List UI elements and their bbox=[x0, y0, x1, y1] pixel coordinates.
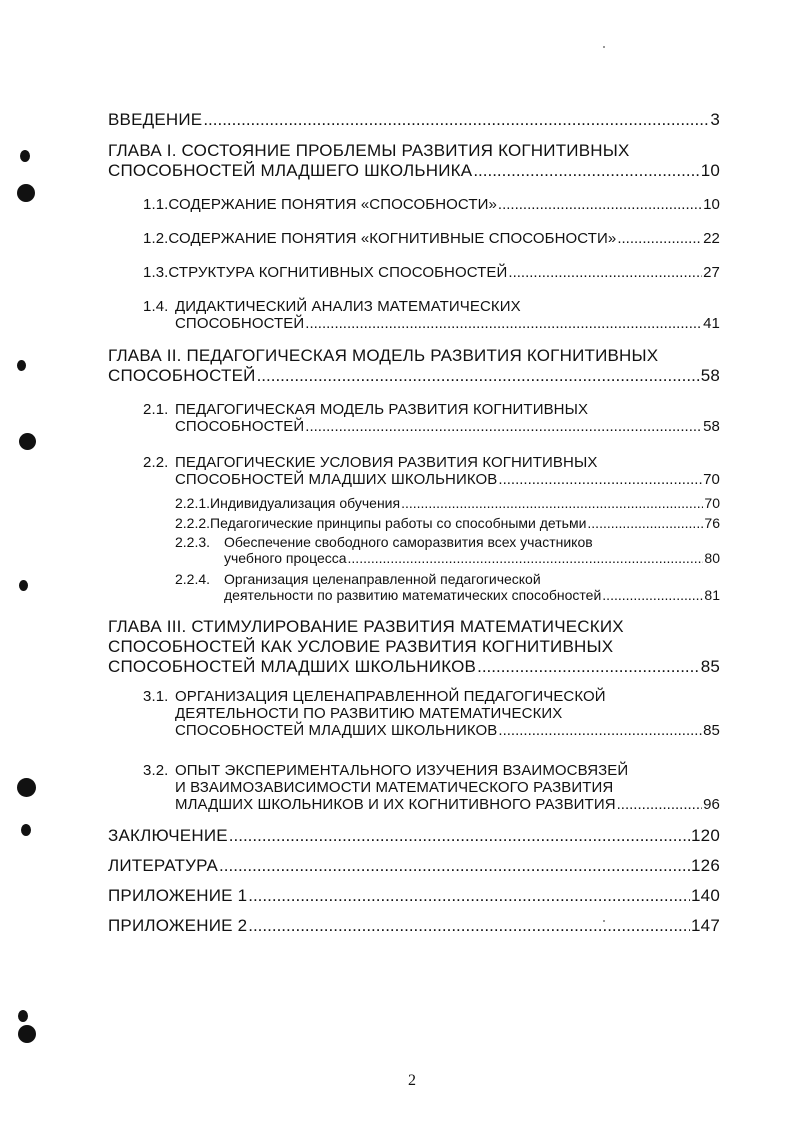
punch-hole bbox=[20, 150, 30, 162]
toc-entry-title-line2: учебного процесса bbox=[224, 550, 347, 566]
toc-entry-introduction[interactable] bbox=[108, 110, 720, 130]
punch-hole bbox=[17, 778, 36, 797]
toc-entry-title-line1: Обеспечение свободного саморазвития всех участников bbox=[224, 534, 593, 550]
toc-entry-conclusion[interactable] bbox=[108, 826, 720, 846]
punch-hole bbox=[19, 433, 36, 450]
toc-entry-page: 80 bbox=[704, 550, 720, 566]
toc-entry-section-3-2[interactable] bbox=[143, 762, 720, 813]
toc-entry-page: 126 bbox=[691, 856, 720, 875]
toc-entry-title: СОДЕРЖАНИЕ ПОНЯТИЯ «СПОСОБНОСТИ» bbox=[168, 196, 497, 213]
toc-entry-title-line2: СПОСОБНОСТЕЙ bbox=[108, 366, 256, 385]
toc-entry-title-line1: ДИДАКТИЧЕСКИЙ АНАЛИЗ МАТЕМАТИЧЕСКИХ bbox=[175, 298, 521, 315]
toc-entry-title: ВВЕДЕНИЕ bbox=[108, 110, 203, 129]
toc-entry-title-line2: ДЕЯТЕЛЬНОСТИ ПО РАЗВИТИЮ МАТЕМАТИЧЕСКИХ bbox=[175, 705, 563, 722]
toc-entry-appendix-2[interactable] bbox=[108, 916, 720, 936]
toc-entry-title-line3: СПОСОБНОСТЕЙ МЛАДШИХ ШКОЛЬНИКОВ bbox=[175, 722, 498, 739]
toc-entry-section-1-2[interactable] bbox=[143, 230, 720, 247]
punch-hole bbox=[18, 1025, 36, 1043]
toc-entry-number: 3.2. bbox=[143, 762, 169, 779]
toc-entry-title-line2: И ВЗАИМОЗАВИСИМОСТИ МАТЕМАТИЧЕСКОГО РАЗВИТИЯ bbox=[175, 779, 614, 796]
toc-entry-subsection-2-2-1[interactable] bbox=[175, 495, 720, 511]
toc-entry-chapter-2[interactable] bbox=[108, 346, 720, 386]
toc-entry-page: 81 bbox=[704, 587, 720, 603]
toc-entry-appendix-1[interactable] bbox=[108, 886, 720, 906]
toc-entry-subsection-2-2-2[interactable] bbox=[175, 515, 720, 531]
toc-entry-section-2-2[interactable] bbox=[143, 454, 720, 488]
toc-entry-title-line2: СПОСОБНОСТЕЙ МЛАДШИХ ШКОЛЬНИКОВ bbox=[175, 471, 498, 488]
toc-entry-page: 120 bbox=[691, 826, 720, 845]
toc-entry-chapter-1[interactable] bbox=[108, 141, 720, 181]
toc-entry-title-line2: СПОСОБНОСТЕЙ КАК УСЛОВИЕ РАЗВИТИЯ КОГНИТИВНЫХ bbox=[108, 637, 614, 656]
toc-entry-title-line1: ГЛАВА II. ПЕДАГОГИЧЕСКАЯ МОДЕЛЬ РАЗВИТИЯ КОГНИТИВНЫХ bbox=[108, 346, 659, 365]
toc-entry-section-1-1[interactable] bbox=[143, 196, 720, 213]
toc-entry-title-line1: ОРГАНИЗАЦИЯ ЦЕЛЕНАПРАВЛЕННОЙ ПЕДАГОГИЧЕСКОЙ bbox=[175, 688, 606, 705]
toc-entry-section-2-1[interactable] bbox=[143, 401, 720, 435]
toc-entry-subsection-2-2-3[interactable] bbox=[175, 534, 720, 566]
toc-entry-title: Педагогические принципы работы со способными детьми bbox=[210, 515, 587, 531]
toc-entry-title-line2: СПОСОБНОСТЕЙ bbox=[175, 418, 305, 435]
toc-entry-page: 22 bbox=[703, 230, 720, 247]
toc-entry-chapter-3[interactable] bbox=[108, 617, 720, 677]
toc-entry-section-1-4[interactable] bbox=[143, 298, 720, 332]
punch-hole bbox=[21, 824, 31, 836]
toc-entry-page: 58 bbox=[703, 418, 720, 435]
toc-entry-page: 70 bbox=[704, 495, 720, 511]
toc-entry-title: ЗАКЛЮЧЕНИЕ bbox=[108, 826, 228, 845]
toc-entry-title: СТРУКТУРА КОГНИТИВНЫХ СПОСОБНОСТЕЙ bbox=[168, 264, 508, 281]
toc-entry-section-3-1[interactable] bbox=[143, 688, 720, 739]
punch-hole bbox=[19, 580, 28, 591]
toc-entry-page: 96 bbox=[703, 796, 720, 813]
toc-entry-number: 1.4. bbox=[143, 298, 169, 315]
toc-entry-title-line1: ОПЫТ ЭКСПЕРИМЕНТАЛЬНОГО ИЗУЧЕНИЯ ВЗАИМОСВЯЗЕЙ bbox=[175, 762, 629, 779]
toc-entry-title-line1: ГЛАВА III. СТИМУЛИРОВАНИЕ РАЗВИТИЯ МАТЕМАТИЧЕСКИХ bbox=[108, 617, 624, 636]
toc-entry-page: 85 bbox=[703, 722, 720, 739]
toc-entry-title: Индивидуализация обучения bbox=[210, 495, 401, 511]
toc-entry-page: 27 bbox=[703, 264, 720, 281]
toc-entry-number: 2.2.1. bbox=[175, 495, 211, 511]
toc-entry-title-line2: СПОСОБНОСТЕЙ bbox=[175, 315, 305, 332]
punch-hole bbox=[18, 1010, 28, 1022]
toc-entry-title: ПРИЛОЖЕНИЕ 1 bbox=[108, 886, 248, 905]
toc-entry-page: 58 bbox=[700, 366, 720, 385]
toc-entry-number: 2.2.4. bbox=[175, 571, 211, 587]
toc-entry-page: 10 bbox=[700, 161, 720, 180]
toc-entry-number: 1.2. bbox=[143, 230, 169, 247]
toc-entry-title-line3: МЛАДШИХ ШКОЛЬНИКОВ И ИХ КОГНИТИВНОГО РАЗВИТИЯ bbox=[175, 796, 616, 813]
toc-entry-section-1-3[interactable] bbox=[143, 264, 720, 281]
toc-entry-title: СОДЕРЖАНИЕ ПОНЯТИЯ «КОГНИТИВНЫЕ СПОСОБНОСТИ» bbox=[168, 230, 617, 247]
punch-hole bbox=[17, 184, 35, 202]
toc-entry-page: 41 bbox=[703, 315, 720, 332]
page-number: 2 bbox=[408, 1072, 416, 1089]
toc-entry-number: 1.1. bbox=[143, 196, 169, 213]
toc-entry-number: 2.2.2. bbox=[175, 515, 211, 531]
scan-speck bbox=[603, 46, 605, 48]
toc-entry-number: 2.2.3. bbox=[175, 534, 211, 550]
toc-entry-page: 10 bbox=[703, 196, 720, 213]
punch-hole bbox=[17, 360, 26, 371]
toc-entry-subsection-2-2-4[interactable] bbox=[175, 571, 720, 603]
toc-entry-page: 76 bbox=[704, 515, 720, 531]
toc-entry-title-line1: ПЕДАГОГИЧЕСКИЕ УСЛОВИЯ РАЗВИТИЯ КОГНИТИВНЫХ bbox=[175, 454, 598, 471]
toc-entry-number: 2.2. bbox=[143, 454, 169, 471]
toc-entry-title: ПРИЛОЖЕНИЕ 2 bbox=[108, 916, 248, 935]
toc-entry-number: 1.3. bbox=[143, 264, 169, 281]
toc-entry-page: 140 bbox=[691, 886, 720, 905]
toc-entry-title-line1: Организация целенаправленной педагогической bbox=[224, 571, 541, 587]
toc-entry-page: 3 bbox=[710, 110, 720, 129]
toc-entry-page: 70 bbox=[703, 471, 720, 488]
toc-entry-title: ЛИТЕРАТУРА bbox=[108, 856, 219, 875]
toc-entry-title-line1: ГЛАВА I. СОСТОЯНИЕ ПРОБЛЕМЫ РАЗВИТИЯ КОГНИТИВНЫХ bbox=[108, 141, 630, 160]
toc-entry-number: 3.1. bbox=[143, 688, 169, 705]
toc-entry-page: 147 bbox=[691, 916, 720, 935]
toc-entry-page: 85 bbox=[700, 657, 720, 676]
toc-entry-literature[interactable] bbox=[108, 856, 720, 876]
toc-entry-title-line2: СПОСОБНОСТЕЙ МЛАДШЕГО ШКОЛЬНИКА bbox=[108, 161, 473, 180]
toc-entry-title-line2: деятельности по развитию математических способностей bbox=[224, 587, 602, 603]
toc-entry-title-line1: ПЕДАГОГИЧЕСКАЯ МОДЕЛЬ РАЗВИТИЯ КОГНИТИВНЫХ bbox=[175, 401, 589, 418]
toc-entry-number: 2.1. bbox=[143, 401, 169, 418]
toc-entry-title-line3: СПОСОБНОСТЕЙ МЛАДШИХ ШКОЛЬНИКОВ bbox=[108, 657, 477, 676]
